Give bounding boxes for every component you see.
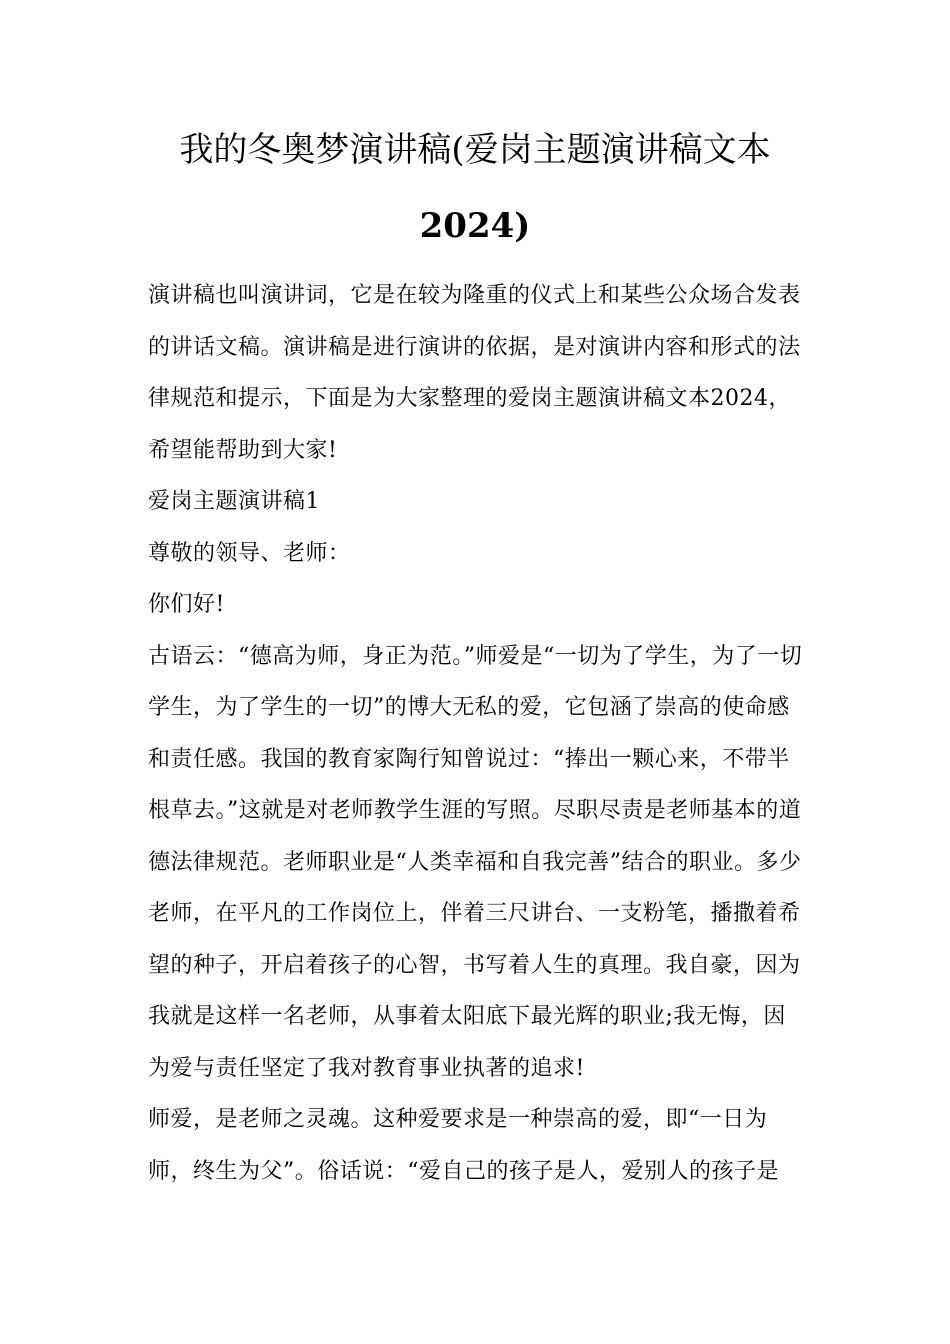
body-paragraph: 师爱，是老师之灵魂。这种爱要求是一种崇高的爱，即“一日为师，终生为父”。俗话说：“爱自己的孩子是人，爱别人的孩子是 (148, 1107, 779, 1184)
greeting: 你们好! (148, 592, 225, 617)
title-line-1: 我的冬奥梦演讲稿(爱岗主题演讲稿文本 (179, 130, 771, 170)
body-paragraph: 古语云：“德高为师，身正为范。”师爱是“一切为了学生，为了一切学生，为了学生的一切”的博大无私的爱，它包涵了崇高的使命感和责任感。我国的教育家陶行知曾说过：“捧出一颗心来，不带半根草去。”这就是对老师教学生涯的写照。尽职尽责是老师基本的道德法律规范。老师职业是“人类幸福和自我完善”结合的职业。多少老师，在平凡的工作岗位上，伴着三尺讲台、一支粉笔，播撒着希望的种子，开启着孩子的心智，书写着人生的真理。我自豪，因为我就是这样一名老师，从事着太阳底下最光辉的职业;我无悔，因为爱与责任坚定了我对教育事业执著的追求! (148, 643, 803, 1081)
title-line-2: 2024) (419, 206, 531, 246)
document-body (148, 270, 808, 1197)
document-title (120, 112, 830, 264)
intro-paragraph: 演讲稿也叫演讲词，它是在较为隆重的仪式上和某些公众场合发表的讲话文稿。演讲稿是进行演讲的依据，是对演讲内容和形式的法律规范和提示，下面是为大家整理的爱岗主题演讲稿文本2024，希望能帮助到大家! (148, 283, 801, 463)
section-heading: 爱岗主题演讲稿1 (148, 489, 320, 514)
salutation: 尊敬的领导、老师： (148, 540, 351, 566)
